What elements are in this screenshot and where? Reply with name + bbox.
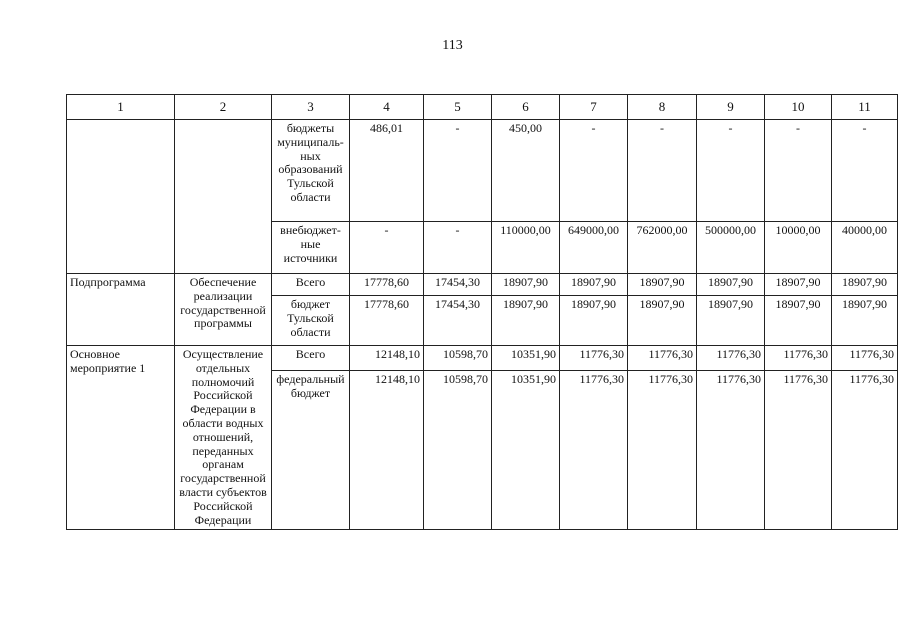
- value-cell: 18907,90: [560, 296, 628, 346]
- value-cell: 18907,90: [492, 274, 560, 296]
- table-row: [67, 346, 898, 371]
- value-cell: 40000,00: [832, 222, 898, 274]
- value-cell: -: [424, 222, 492, 274]
- value-cell: 10351,90: [492, 346, 560, 371]
- value-cell: 10000,00: [765, 222, 832, 274]
- value-cell: 11776,30: [560, 371, 628, 530]
- column-header: 10: [765, 95, 832, 120]
- value-cell: 11776,30: [765, 346, 832, 371]
- value-cell: 18907,90: [628, 296, 697, 346]
- value-cell: 11776,30: [628, 371, 697, 530]
- value-cell: 450,00: [492, 120, 560, 222]
- table-row: [67, 274, 898, 296]
- value-cell: 12148,10: [350, 346, 424, 371]
- value-cell: 18907,90: [832, 296, 898, 346]
- value-cell: 18907,90: [765, 296, 832, 346]
- column-header: 7: [560, 95, 628, 120]
- value-cell: 17454,30: [424, 274, 492, 296]
- value-cell: 486,01: [350, 120, 424, 222]
- value-cell: 10598,70: [424, 371, 492, 530]
- budget-table: [66, 94, 898, 530]
- value-cell: 11776,30: [765, 371, 832, 530]
- value-cell: -: [832, 120, 898, 222]
- value-cell: 18907,90: [560, 274, 628, 296]
- value-cell: 649000,00: [560, 222, 628, 274]
- value-cell: 11776,30: [628, 346, 697, 371]
- funding-source-cell: федеральный бюджет: [272, 371, 350, 530]
- value-cell: 17778,60: [350, 296, 424, 346]
- value-cell: 10351,90: [492, 371, 560, 530]
- value-cell: 18907,90: [697, 274, 765, 296]
- funding-source-cell: Всего: [272, 274, 350, 296]
- value-cell: -: [628, 120, 697, 222]
- value-cell: 11776,30: [697, 371, 765, 530]
- column-header: 4: [350, 95, 424, 120]
- program-name-cell: Осуществление отдельных полномочий Российской Федерации в области водных отношений, переданных органам государственной власти субъектов Российской Федерации: [175, 346, 272, 530]
- value-cell: -: [424, 120, 492, 222]
- empty-cell: [175, 120, 272, 274]
- value-cell: 11776,30: [832, 371, 898, 530]
- value-cell: -: [765, 120, 832, 222]
- empty-cell: [67, 120, 175, 274]
- value-cell: 18907,90: [628, 274, 697, 296]
- column-header: 2: [175, 95, 272, 120]
- value-cell: -: [697, 120, 765, 222]
- value-cell: 18907,90: [492, 296, 560, 346]
- funding-source-cell: бюджет Тульской области: [272, 296, 350, 346]
- funding-source-cell: бюджеты муниципаль-ных образований Тульской области: [272, 120, 350, 222]
- column-header: 9: [697, 95, 765, 120]
- value-cell: 11776,30: [560, 346, 628, 371]
- page-number: 113: [442, 38, 463, 53]
- value-cell: 110000,00: [492, 222, 560, 274]
- value-cell: -: [350, 222, 424, 274]
- column-header: 3: [272, 95, 350, 120]
- value-cell: 18907,90: [832, 274, 898, 296]
- value-cell: 762000,00: [628, 222, 697, 274]
- column-header: 11: [832, 95, 898, 120]
- value-cell: 10598,70: [424, 346, 492, 371]
- value-cell: 11776,30: [832, 346, 898, 371]
- table-row: [67, 120, 898, 222]
- value-cell: -: [560, 120, 628, 222]
- funding-source-cell: Всего: [272, 346, 350, 371]
- value-cell: 12148,10: [350, 371, 424, 530]
- program-name-cell: Обеспечение реализации государственной программы: [175, 274, 272, 346]
- program-type-cell: Подпрограмма: [67, 274, 175, 346]
- column-header: 8: [628, 95, 697, 120]
- funding-source-cell: внебюджет-ные источники: [272, 222, 350, 274]
- value-cell: 17778,60: [350, 274, 424, 296]
- column-header: 1: [67, 95, 175, 120]
- value-cell: 18907,90: [765, 274, 832, 296]
- program-type-cell: Основное мероприятие 1: [67, 346, 175, 530]
- column-header: 5: [424, 95, 492, 120]
- column-number-row: [67, 95, 898, 120]
- value-cell: 11776,30: [697, 346, 765, 371]
- value-cell: 18907,90: [697, 296, 765, 346]
- value-cell: 17454,30: [424, 296, 492, 346]
- column-header: 6: [492, 95, 560, 120]
- value-cell: 500000,00: [697, 222, 765, 274]
